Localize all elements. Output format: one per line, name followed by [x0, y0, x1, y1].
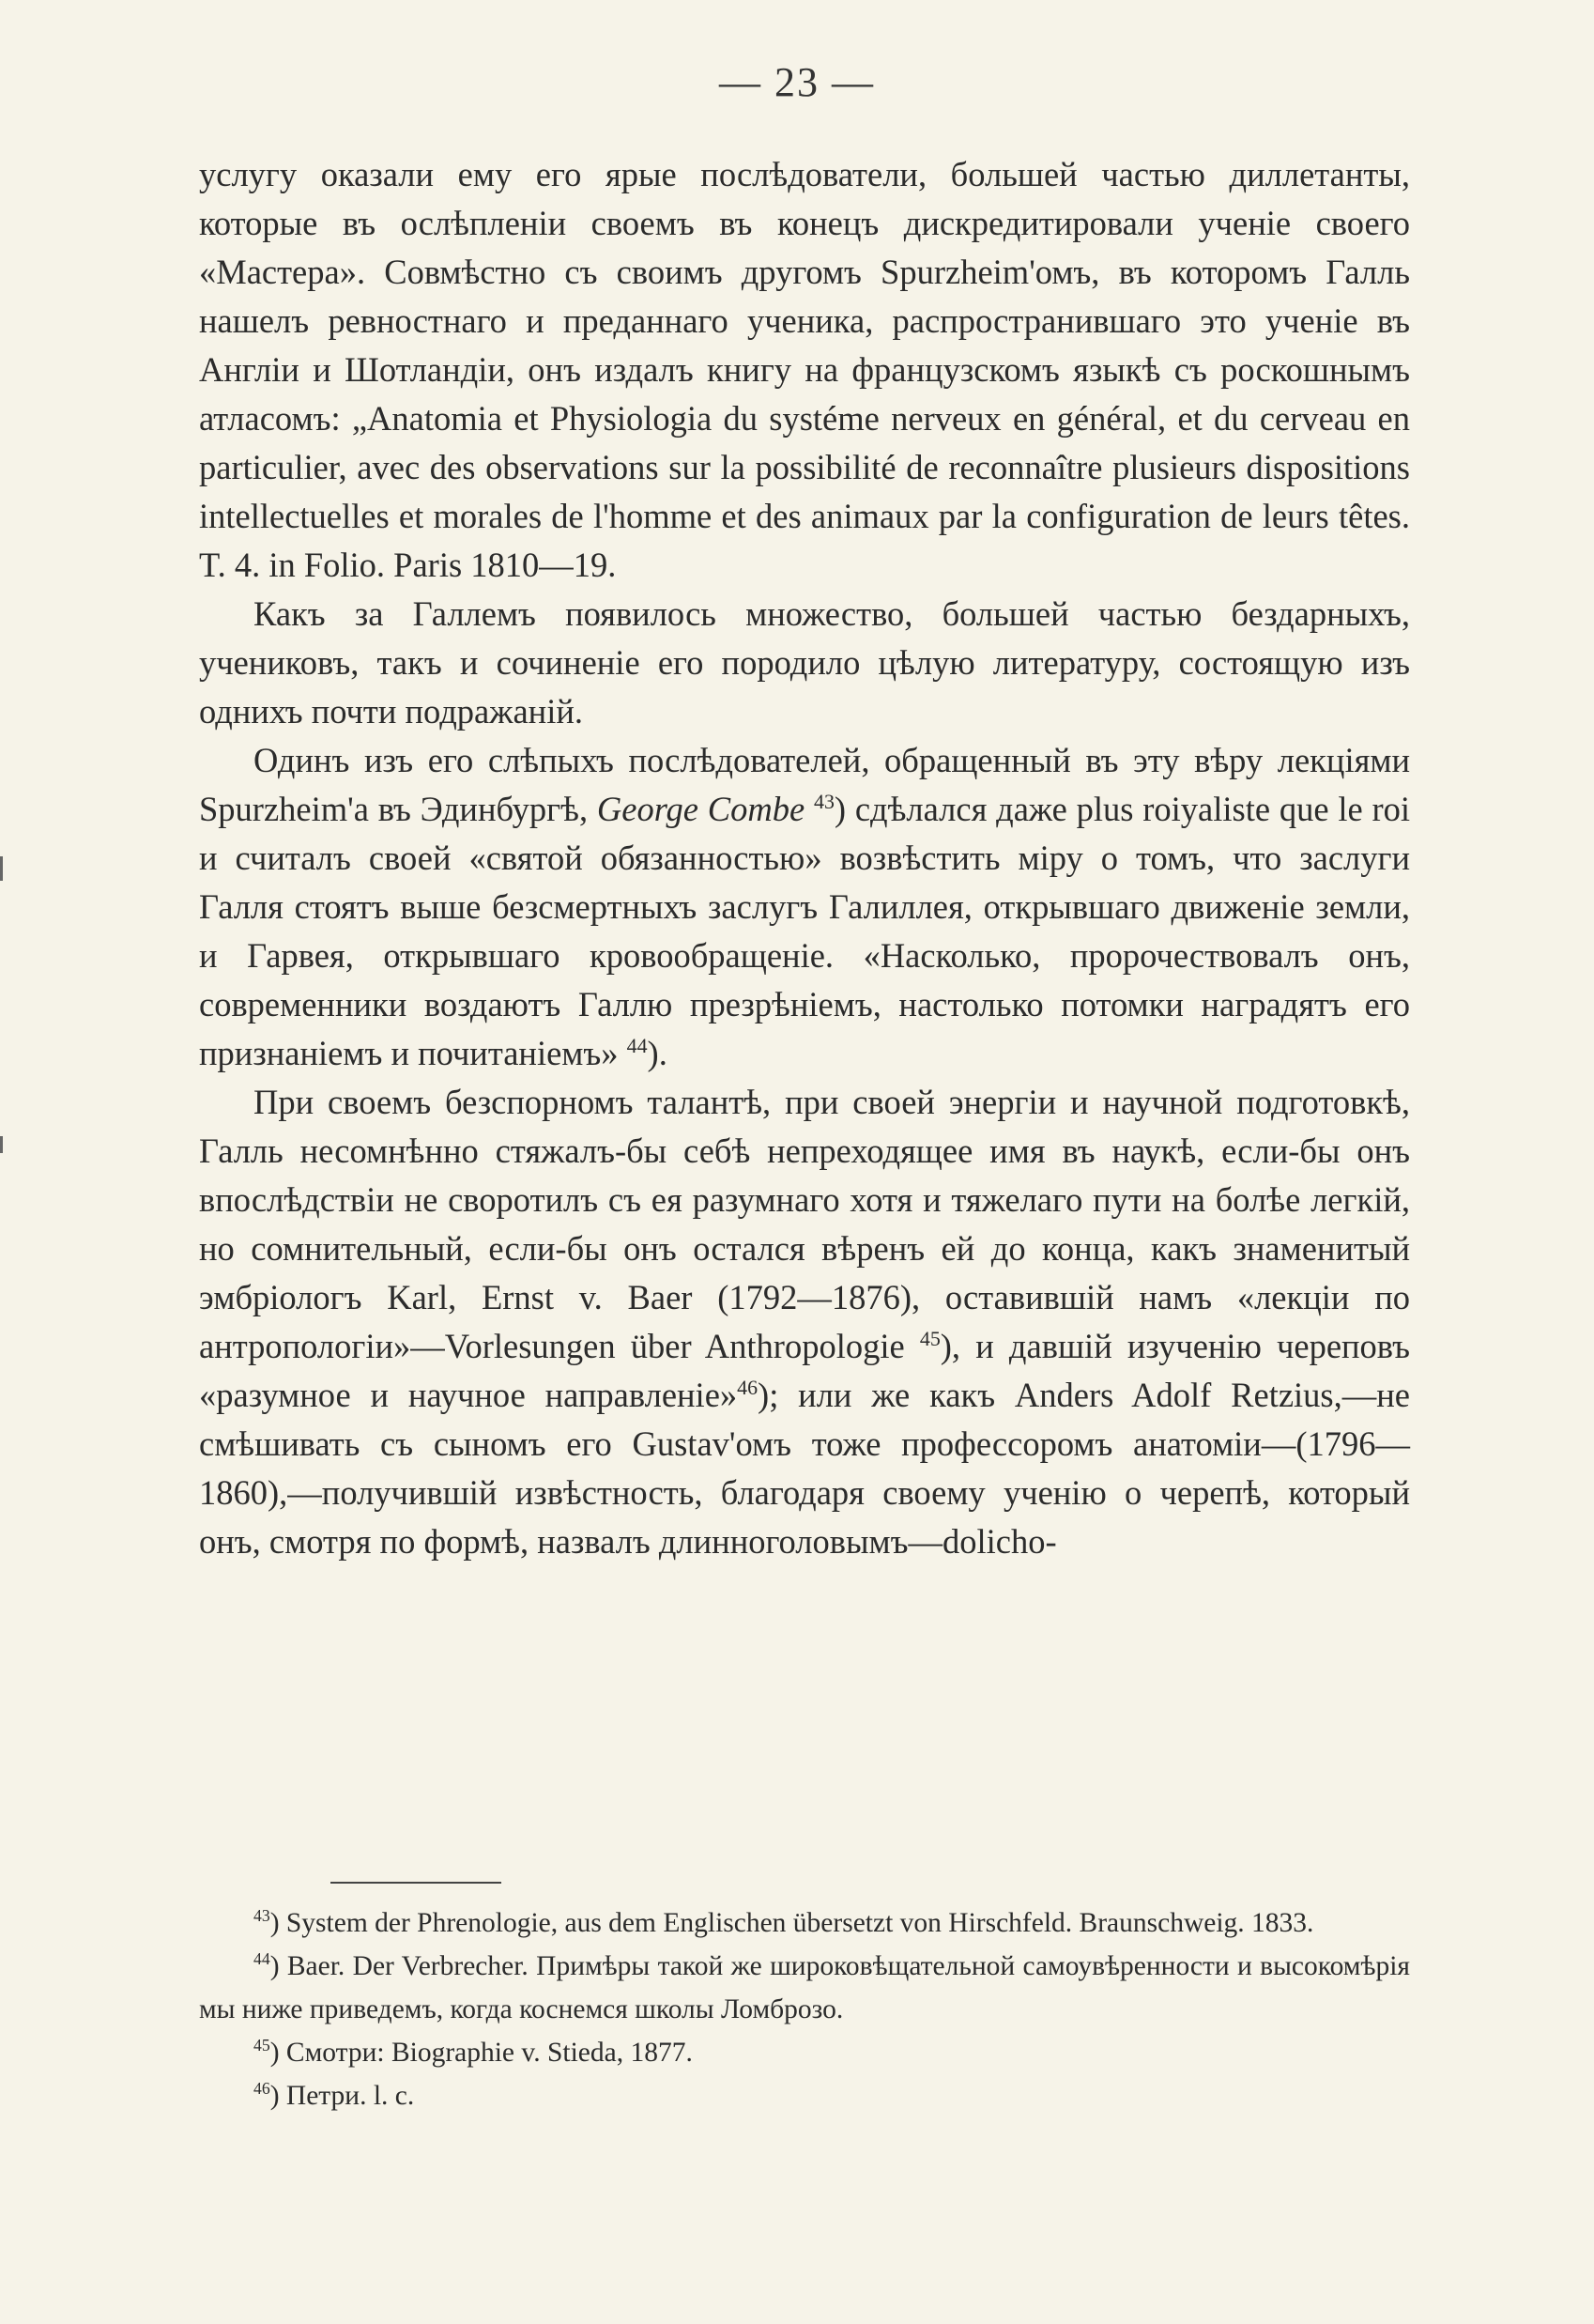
footnote-ref: 44	[626, 1033, 648, 1057]
footnote	[199, 1945, 1410, 2031]
page-number: — 23 —	[719, 59, 875, 105]
footnote-mark: 44	[253, 1949, 270, 1969]
paragraph	[199, 736, 1410, 1078]
scan-edge-mark	[0, 1136, 3, 1153]
paragraph	[199, 1078, 1410, 1566]
paragraph-text: Одинъ изъ его слѣпыхъ послѣдователей, обращенный въ эту вѣру лекціями Spurzheim'а въ Эдинбургѣ,	[199, 741, 1410, 828]
footnote-mark: 43	[253, 1906, 270, 1926]
paragraph-text: ) сдѣлался даже plus roiyaliste que le roi и считалъ своей «святой обязанностью» возвѣстить міру о томъ, что заслуги Галля стоятъ выше безсмертныхъ заслугъ Галиллея, открывшаго движеніе земли, и Гарвея, открывшаго кровообращеніе. «Насколько, пророчествовалъ онъ, современники воздаютъ Галлю презрѣніемъ, настолько потомки наградятъ его признаніемъ и почитаніемъ»	[199, 790, 1411, 1072]
body-text	[199, 150, 1410, 1566]
footnote-ref: 43	[814, 789, 835, 813]
footnote-text: ) Baer. Der Verbrecher. Примѣры такой же широковѣщательной самоувѣренности и высокомѣрія мы ниже приведемъ, когда коснемся школы Ломброзо.	[199, 1951, 1410, 2024]
footnote-divider	[330, 1882, 501, 1884]
italic-name: George Combe	[596, 790, 805, 828]
footnote-ref: 46	[737, 1375, 759, 1399]
footnote-ref: 45	[919, 1326, 941, 1350]
footnote-text: ) Петри. l. c.	[269, 2081, 415, 2111]
paragraph-text: При своемъ безспорномъ талантѣ, при своей энергіи и научной подготовкѣ, Галль несомнѣнно стяжалъ-бы себѣ непреходящее имя въ наукѣ, если-бы онъ впослѣдствіи не своротилъ съ ея разумнаго хотя и тяжелаго пути на болѣе легкій, но сомнительный, если-бы онъ остался вѣренъ ей до конца, какъ знаменитый эмбріологъ Karl, Ernst v. Baer (1792—1876), оставившій намъ «лекціи по антропологіи»—Vorlesungen über Anthropologie	[199, 1083, 1410, 1365]
footnote	[199, 1901, 1410, 1945]
footnote	[199, 2074, 1410, 2117]
footnote-text: ) System der Phrenologie, aus dem Englischen übersetzt von Hirschfeld. Braunschweig. 1833.	[269, 1908, 1314, 1938]
paragraph: Какъ за Галлемъ появилось множество, большей частью бездарныхъ, учениковъ, такъ и сочиненіе его породило цѣлую литературу, состоящую изъ однихъ почти подражаній.	[199, 594, 1410, 731]
paragraph-text: ), и давшій изученію череповъ «разумное и научное направленіе»	[199, 1327, 1411, 1414]
footnote-text: ) Смотри: Biographie v. Stieda, 1877.	[269, 2038, 693, 2068]
footnote-mark: 45	[253, 2036, 270, 2055]
paragraph: услугу оказали ему его ярые послѣдователи, большей частью диллетанты, которые въ ослѣпленіи своемъ въ конецъ дискредитировали ученіе своего «Мастера». Совмѣстно съ своимъ другомъ Spurzheim'омъ, въ которомъ Галль нашелъ ревностнаго и преданнаго ученика, распространившаго это ученіе въ Англіи и Шотландіи, онъ издалъ книгу на французскомъ языкѣ съ роскошнымъ атласомъ: „Anatomia et Physiologia du systéme nerveux en général, et du cerveau en particulier, avec des observations sur la possibilité de reconnaître plusieurs dispositions intellectuelles et morales de l'homme et des animaux par la configuration de leurs têtes. T. 4. in Folio. Paris 1810—19.	[199, 155, 1410, 584]
paragraph-text: ); или же какъ Anders Adolf Retzius,—не смѣшивать съ сыномъ его Gustav'омъ тоже профессоромъ анатоміи—(1796—1860),—получившій извѣстность, благодаря своему ученію о черепѣ, который онъ, смотря по формѣ, назвалъ длинноголовымъ—dolicho-	[199, 1376, 1410, 1561]
footnote	[199, 2031, 1410, 2074]
footnotes	[199, 1901, 1410, 2117]
footnote-mark: 46	[253, 2079, 270, 2099]
scan-edge-mark	[0, 856, 3, 881]
paragraph-text: ).	[647, 1034, 667, 1072]
